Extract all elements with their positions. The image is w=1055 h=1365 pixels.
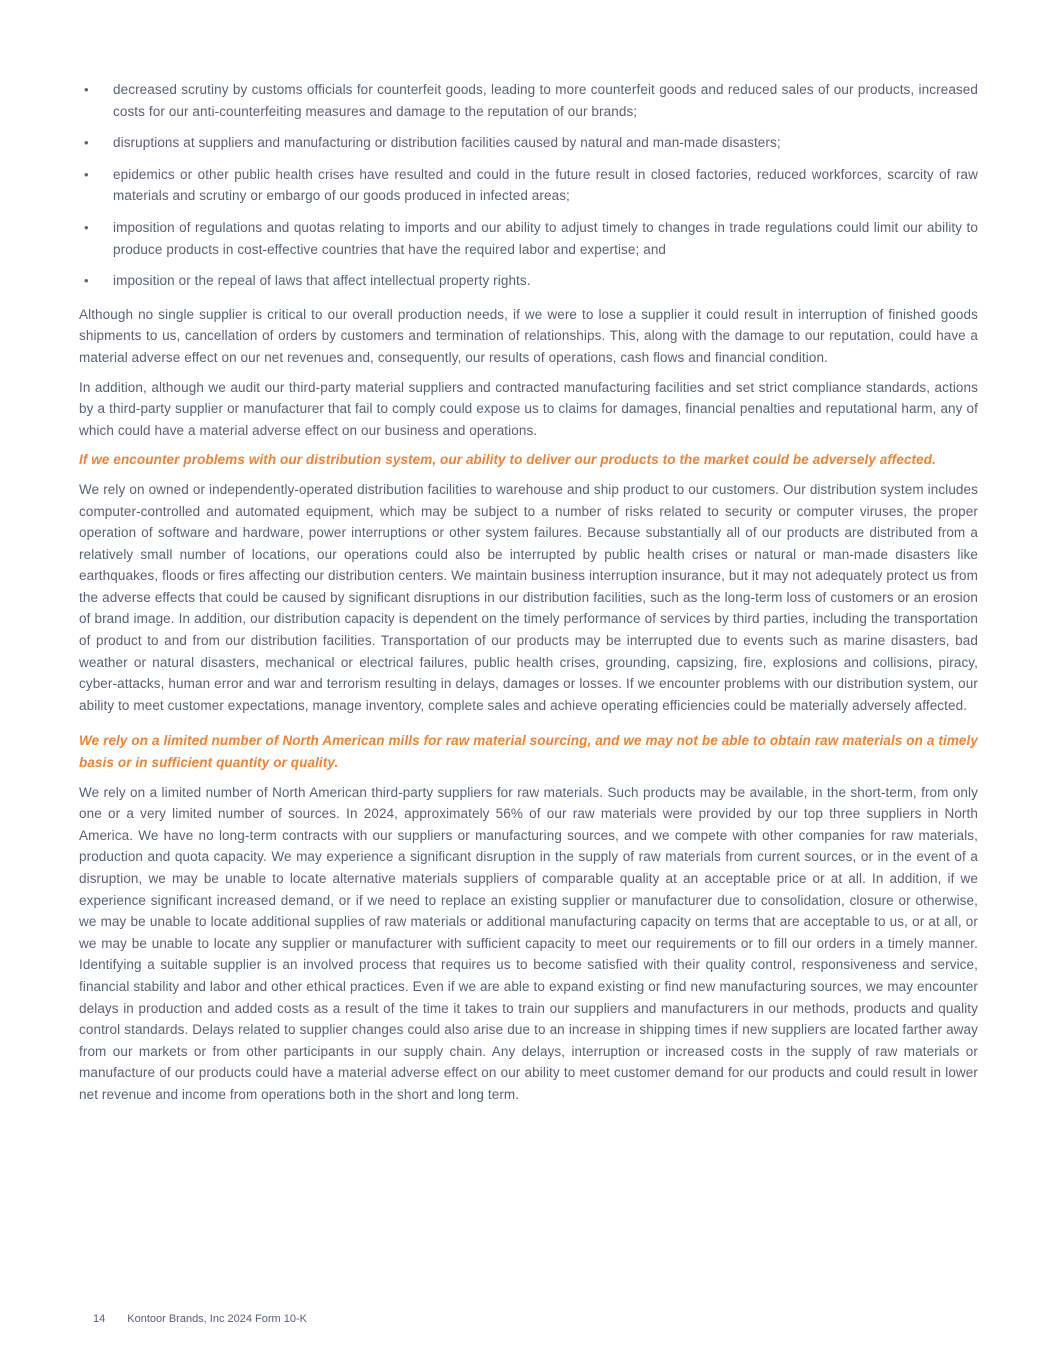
page-number: 14 xyxy=(93,1313,106,1325)
risk-heading-distribution: If we encounter problems with our distribution system, our ability to deliver our products to the market could be adversely affected. xyxy=(79,452,936,468)
bullet-list xyxy=(79,79,978,292)
bullet-icon: • xyxy=(84,82,89,97)
bullet-text: imposition of regulations and quotas relating to imports and our ability to adjust timely to changes in trade regulations could limit our ability to produce products in cost-effective countries that have the required labor and expertise; and xyxy=(113,219,978,257)
risk-heading-raw-materials: We rely on a limited number of North American mills for raw material sourcing, and we may not be able to obtain raw materials on a timely basis or in sufficient quantity or quality. xyxy=(79,733,978,771)
bullet-icon: • xyxy=(84,135,89,151)
paragraph-distribution: We rely on owned or independently-operated distribution facilities to warehouse and ship product to our customers. Our distribution system includes computer-controlled and automated equipment, which may be subject to a number of risks related to security or computer viruses, the proper operation of software and hardware, power interruptions or other system failures. Because substantially all of our products are distributed from a relatively small number of locations, our operations could also be interrupted by public health crises or natural or man-made disasters like earthquakes, floods or fires affecting our distribution centers. We maintain business interruption insurance, but it may not adequately protect us from the adverse effects that could be caused by significant disruptions in our distribution facilities, such as the long-term loss of customers or an erosion of brand image. In addition, our distribution capacity is dependent on the timely performance of services by third parties, including the transportation of product to and from our distribution facilities. Transportation of our products may be interrupted due to events such as marine disasters, bad weather or natural disasters, mechanical or electrical failures, public health crises, grounding, capsizing, fire, explosions and collisions, piracy, cyber-attacks, human error and war and terrorism resulting in delays, damages or losses. If we encounter problems with our distribution system, our ability to meet customer expectations, manage inventory, complete sales and achieve operating efficiencies could be materially adversely affected. xyxy=(79,481,978,713)
list-item xyxy=(84,132,978,154)
bullet-icon: • xyxy=(84,273,89,289)
bullet-text: disruptions at suppliers and manufacturing or distribution facilities caused by natural and man-made disasters; xyxy=(113,135,781,151)
paragraph-supplier-audit: In addition, although we audit our third-party material suppliers and contracted manufacturing facilities and set strict compliance standards, actions by a third-party supplier or manufacturer that fail to comply could expose us to claims for damages, financial penalties and reputational harm, any of which could have a material adverse effect on our business and operations. xyxy=(79,379,978,438)
page-footer xyxy=(93,1312,307,1326)
bullet-text: decreased scrutiny by customs officials for counterfeit goods, leading to more counterfeit goods and reduced sales of our products, increased costs for our anti-counterfeiting measures and damage to the reputation of our brands; xyxy=(113,82,978,119)
list-item xyxy=(84,164,978,207)
bullet-text: imposition or the repeal of laws that affect intellectual property rights. xyxy=(113,273,531,289)
list-item xyxy=(84,270,978,292)
list-item xyxy=(84,79,978,122)
document-title: Kontoor Brands, Inc 2024 Form 10-K xyxy=(127,1313,308,1325)
paragraph-supplier-loss: Although no single supplier is critical to our overall production needs, if we were to lose a supplier it could result in interruption of finished goods shipments to us, cancellation of orders by customers and termination of relationships. This, along with the damage to our reputation, could have a material adverse effect on our net revenues and, consequently, our results of operations, cash flows and financial condition. xyxy=(79,306,978,365)
bullet-icon: • xyxy=(84,166,89,182)
bullet-text: epidemics or other public health crises have resulted and could in the future result in closed factories, reduced workforces, scarcity of raw materials and scrutiny or embargo of our goods produced in infected areas; xyxy=(113,166,978,204)
paragraph-raw-materials: We rely on a limited number of North American third-party suppliers for raw materials. Such products may be available, in the short-term, from only one or a very limited number of sources. In 2024, approximately 56% of our raw materials were provided by our top three suppliers in North America. We have no long-term contracts with our suppliers or manufacturing sources, and we compete with other companies for raw materials, production and quota capacity. We may experience a significant disruption in the supply of raw materials from current sources, or in the event of a disruption, we may be unable to locate alternative materials suppliers of comparable quality at an acceptable price or at all. In addition, if we experience significant increased demand, or if we need to replace an existing supplier or manufacturer due to consolidation, closure or otherwise, we may be unable to locate additional supplies of raw materials or additional manufacturing capacity on terms that are acceptable to us, or at all, or we may be unable to locate any supplier or manufacturer with sufficient capacity to meet our requirements or to fill our orders in a timely manner. Identifying a suitable supplier is an involved process that requires us to become satisfied with their quality control, responsiveness and service, financial stability and labor and other ethical practices. Even if we are able to expand existing or find new manufacturing sources, we may encounter delays in production and added costs as a result of the time it takes to train our suppliers and manufacturers in our methods, products and quality control standards. Delays related to supplier changes could also arise due to an increase in shipping times if new suppliers are located farther away from our markets or from other participants in our supply chain. Any delays, interruption or increased costs in the supply of raw materials or manufacture of our products could have a material adverse effect on our ability to meet customer demand for our products and could result in lower net revenue and income from operations both in the short and long term. xyxy=(79,784,978,1102)
bullet-icon: • xyxy=(84,219,89,235)
list-item xyxy=(84,217,978,260)
